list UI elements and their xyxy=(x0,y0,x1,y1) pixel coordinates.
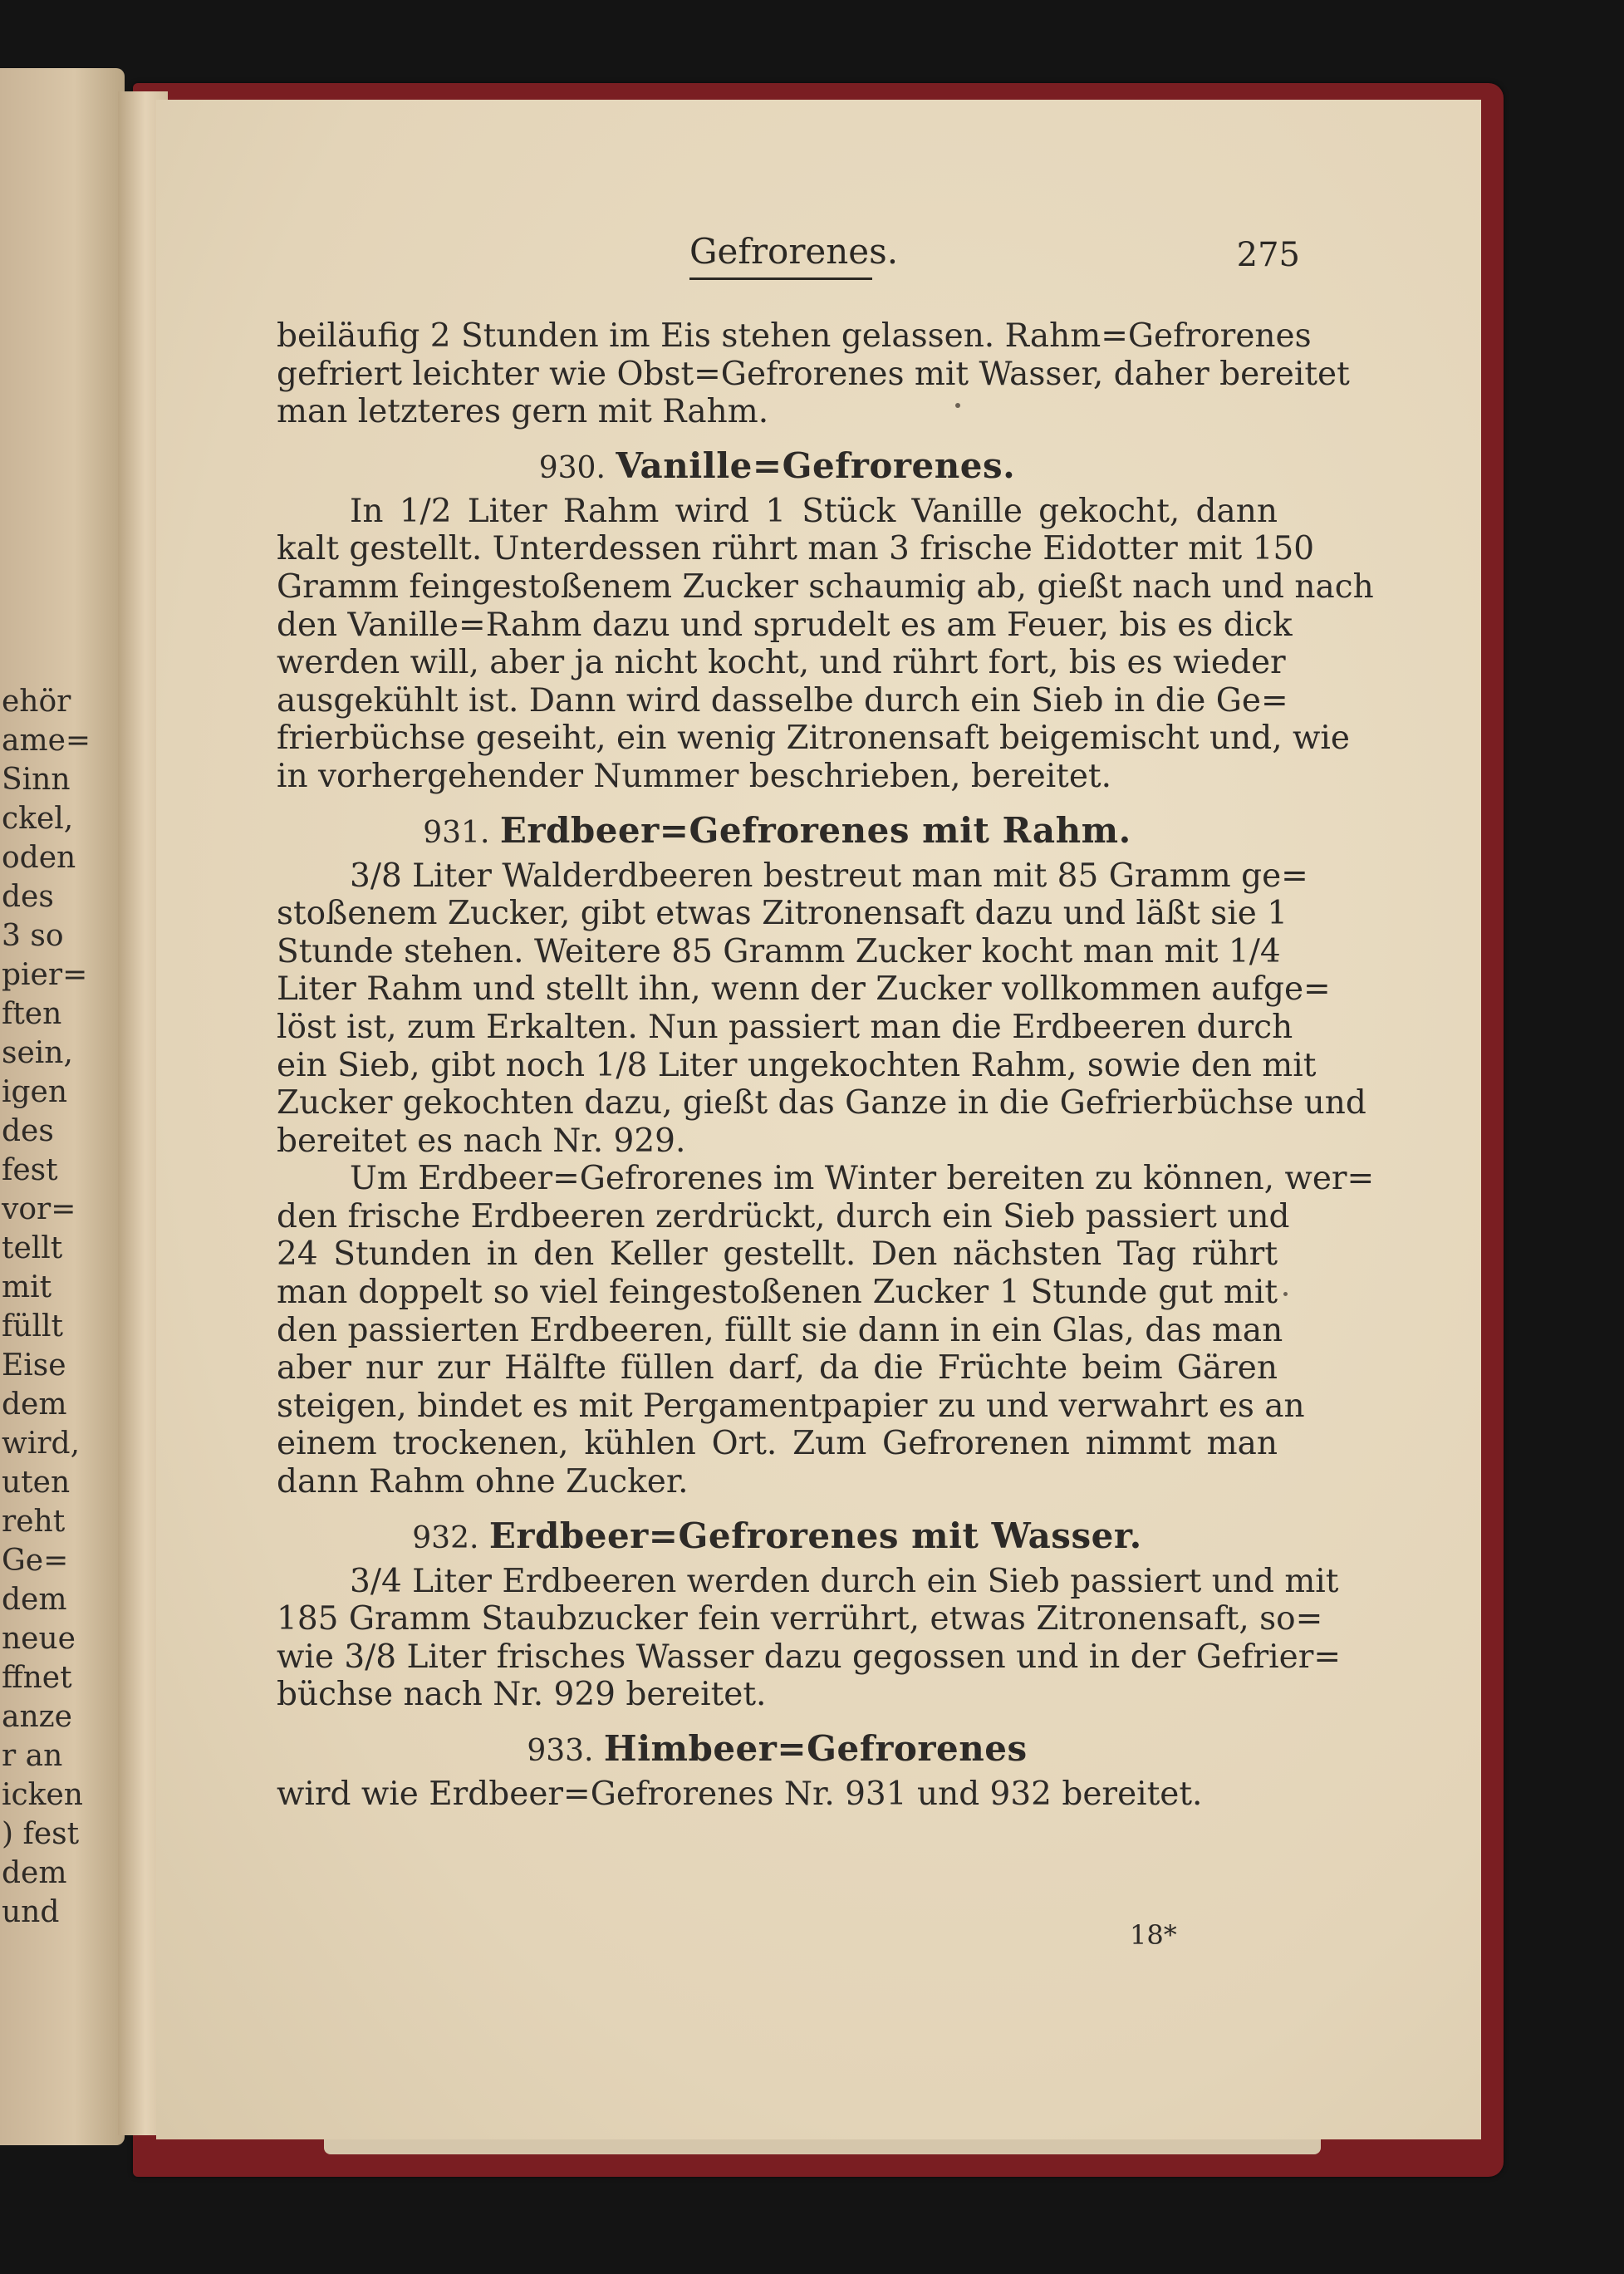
text-line: Zucker gekochten dazu, gießt das Ganze in die Gefrierbüchse und xyxy=(277,1084,1366,1122)
text-line: ein Sieb, gibt noch 1/8 Liter ungekochten Rahm, sowie den mit xyxy=(277,1046,1317,1084)
text-line: den frische Erdbeeren zerdrückt, durch ein Sieb passiert und xyxy=(277,1197,1290,1235)
left-page-fragment: Eise xyxy=(2,1348,66,1383)
text-line: kalt gestellt. Unterdessen rührt man 3 frische Eidotter mit 150 xyxy=(277,530,1315,568)
recipe-number: 932. xyxy=(412,1520,479,1555)
recipe-heading-932 xyxy=(277,1513,1278,1559)
text-line: löst ist, zum Erkalten. Nun passiert man die Erdbeeren durch xyxy=(277,1008,1293,1046)
text-line: gefriert leichter wie Obst=Gefrorenes mit Wasser, daher bereitet xyxy=(277,355,1350,393)
text-line: man doppelt so viel feingestoßenen Zucker 1 Stunde gut mit xyxy=(277,1274,1278,1312)
text-line: in vorhergehender Nummer beschrieben, bereitet. xyxy=(277,757,1111,795)
left-page-fragment: dem xyxy=(2,1583,67,1617)
left-page-fragment: icken xyxy=(2,1778,83,1812)
left-page-fragment: tellt xyxy=(2,1231,63,1265)
left-page-fragment: 3 so xyxy=(2,919,64,953)
left-page-fragment: ehör xyxy=(2,685,71,719)
left-page-fragment: oden xyxy=(2,841,76,875)
running-header-title: Gefrorenes. xyxy=(689,231,899,272)
text-line: 185 Gramm Staubzucker fein verrührt, etwas Zitronensaft, so= xyxy=(277,1600,1323,1638)
left-page-fragment: neue xyxy=(2,1622,76,1656)
left-page-fragment: uten xyxy=(2,1466,71,1500)
left-page-fragment: füllt xyxy=(2,1309,64,1343)
left-page-fragment: ) fest xyxy=(2,1817,80,1851)
page-body xyxy=(277,317,1375,1814)
text-line: 3/4 Liter Erdbeeren werden durch ein Sieb passiert und mit xyxy=(350,1562,1339,1600)
page-number: 275 xyxy=(1236,236,1300,274)
text-line: frierbüchse geseiht, ein wenig Zitronensaft beigemischt und, wie xyxy=(277,720,1350,758)
recipe-heading-931 xyxy=(277,808,1278,854)
text-line: dann Rahm ohne Zucker. xyxy=(277,1463,689,1501)
left-page-fragment: Ge= xyxy=(2,1544,69,1578)
left-page-fragment: igen xyxy=(2,1075,68,1109)
left-page-fragment: pier= xyxy=(2,958,88,992)
recipe-title: Vanille=Gefrorenes. xyxy=(616,444,1016,486)
left-page xyxy=(0,68,125,2145)
text-line: Um Erdbeer=Gefrorenes im Winter bereiten zu können, wer= xyxy=(350,1160,1375,1198)
text-line: wird wie Erdbeer=Gefrorenes Nr. 931 und 932 bereitet. xyxy=(277,1775,1203,1813)
text-line: man letzteres gern mit Rahm. xyxy=(277,393,769,431)
left-page-fragment: des xyxy=(2,880,54,914)
text-line: den Vanille=Rahm dazu und sprudelt es am Feuer, bis es dick xyxy=(277,606,1293,644)
left-page-fragment: fest xyxy=(2,1153,58,1187)
recipe-number: 931. xyxy=(423,815,490,850)
printer-signature-mark: 18* xyxy=(1130,1919,1177,1951)
recipe-heading-933 xyxy=(277,1726,1278,1772)
text-line: beiläufig 2 Stunden im Eis stehen gelassen. Rahm=Gefrorenes xyxy=(277,317,1312,355)
recipe-heading-930 xyxy=(277,443,1278,489)
text-line: ausgekühlt ist. Dann wird dasselbe durch ein Sieb in die Ge= xyxy=(277,681,1288,720)
text-line: 3/8 Liter Walderdbeeren bestreut man mit 85 Gramm ge= xyxy=(350,857,1308,895)
text-line: Liter Rahm und stellt ihn, wenn der Zucker vollkommen aufge= xyxy=(277,970,1331,1009)
left-page-fragment: ckel, xyxy=(2,802,74,836)
left-page-fragment: dem xyxy=(2,1856,67,1890)
recipe-title: Erdbeer=Gefrorenes mit Rahm. xyxy=(499,809,1131,851)
left-page-fragment: ame= xyxy=(2,724,91,758)
text-line: steigen, bindet es mit Pergamentpapier zu und verwahrt es an xyxy=(277,1387,1305,1425)
recipe-title: Himbeer=Gefrorenes xyxy=(603,1728,1028,1769)
text-line: werden will, aber ja nicht kocht, und rührt fort, bis es wieder xyxy=(277,644,1286,682)
text-line: In 1/2 Liter Rahm wird 1 Stück Vanille gekocht, dann xyxy=(350,492,1278,530)
paper-speck xyxy=(1283,1292,1288,1296)
text-line: den passierten Erdbeeren, füllt sie dann in ein Glas, das man xyxy=(277,1311,1283,1349)
left-page-fragment: reht xyxy=(2,1505,66,1539)
left-page-fragment: vor= xyxy=(2,1192,76,1226)
recipe-number: 930. xyxy=(538,450,606,485)
left-page-fragment: wird, xyxy=(2,1427,81,1461)
left-page-fragment: ften xyxy=(2,997,62,1031)
left-page-fragment: r an xyxy=(2,1739,63,1773)
text-line: Stunde stehen. Weitere 85 Gramm Zucker kocht man mit 1/4 xyxy=(277,932,1281,970)
left-page-fragment: dem xyxy=(2,1387,67,1422)
text-line: bereitet es nach Nr. 929. xyxy=(277,1122,686,1160)
text-line: stoßenem Zucker, gibt etwas Zitronensaft dazu und läßt sie 1 xyxy=(277,895,1288,933)
text-line: büchse nach Nr. 929 bereitet. xyxy=(277,1676,767,1714)
page-edge xyxy=(324,2139,1321,2154)
left-page-fragment: anze xyxy=(2,1700,72,1734)
left-page-fragment: mit xyxy=(2,1270,52,1304)
left-page-fragment: Sinn xyxy=(2,763,71,797)
header-underline xyxy=(689,277,872,280)
text-line: aber nur zur Hälfte füllen darf, da die Früchte beim Gären xyxy=(277,1349,1278,1387)
recipe-title: Erdbeer=Gefrorenes mit Wasser. xyxy=(488,1515,1142,1556)
text-line: einem trockenen, kühlen Ort. Zum Gefrorenen nimmt man xyxy=(277,1425,1278,1463)
text-line: 24 Stunden in den Keller gestellt. Den nächsten Tag rührt xyxy=(277,1235,1278,1274)
recipe-number: 933. xyxy=(527,1734,594,1768)
left-page-fragment: ffnet xyxy=(2,1661,72,1695)
left-page-fragment: des xyxy=(2,1114,54,1148)
text-line: wie 3/8 Liter frisches Wasser dazu gegossen und in der Gefrier= xyxy=(277,1638,1342,1676)
left-page-fragment: und xyxy=(2,1895,60,1929)
left-page-fragment: sein, xyxy=(2,1036,73,1070)
text-line: Gramm feingestoßenem Zucker schaumig ab, gießt nach und nach xyxy=(277,567,1374,606)
